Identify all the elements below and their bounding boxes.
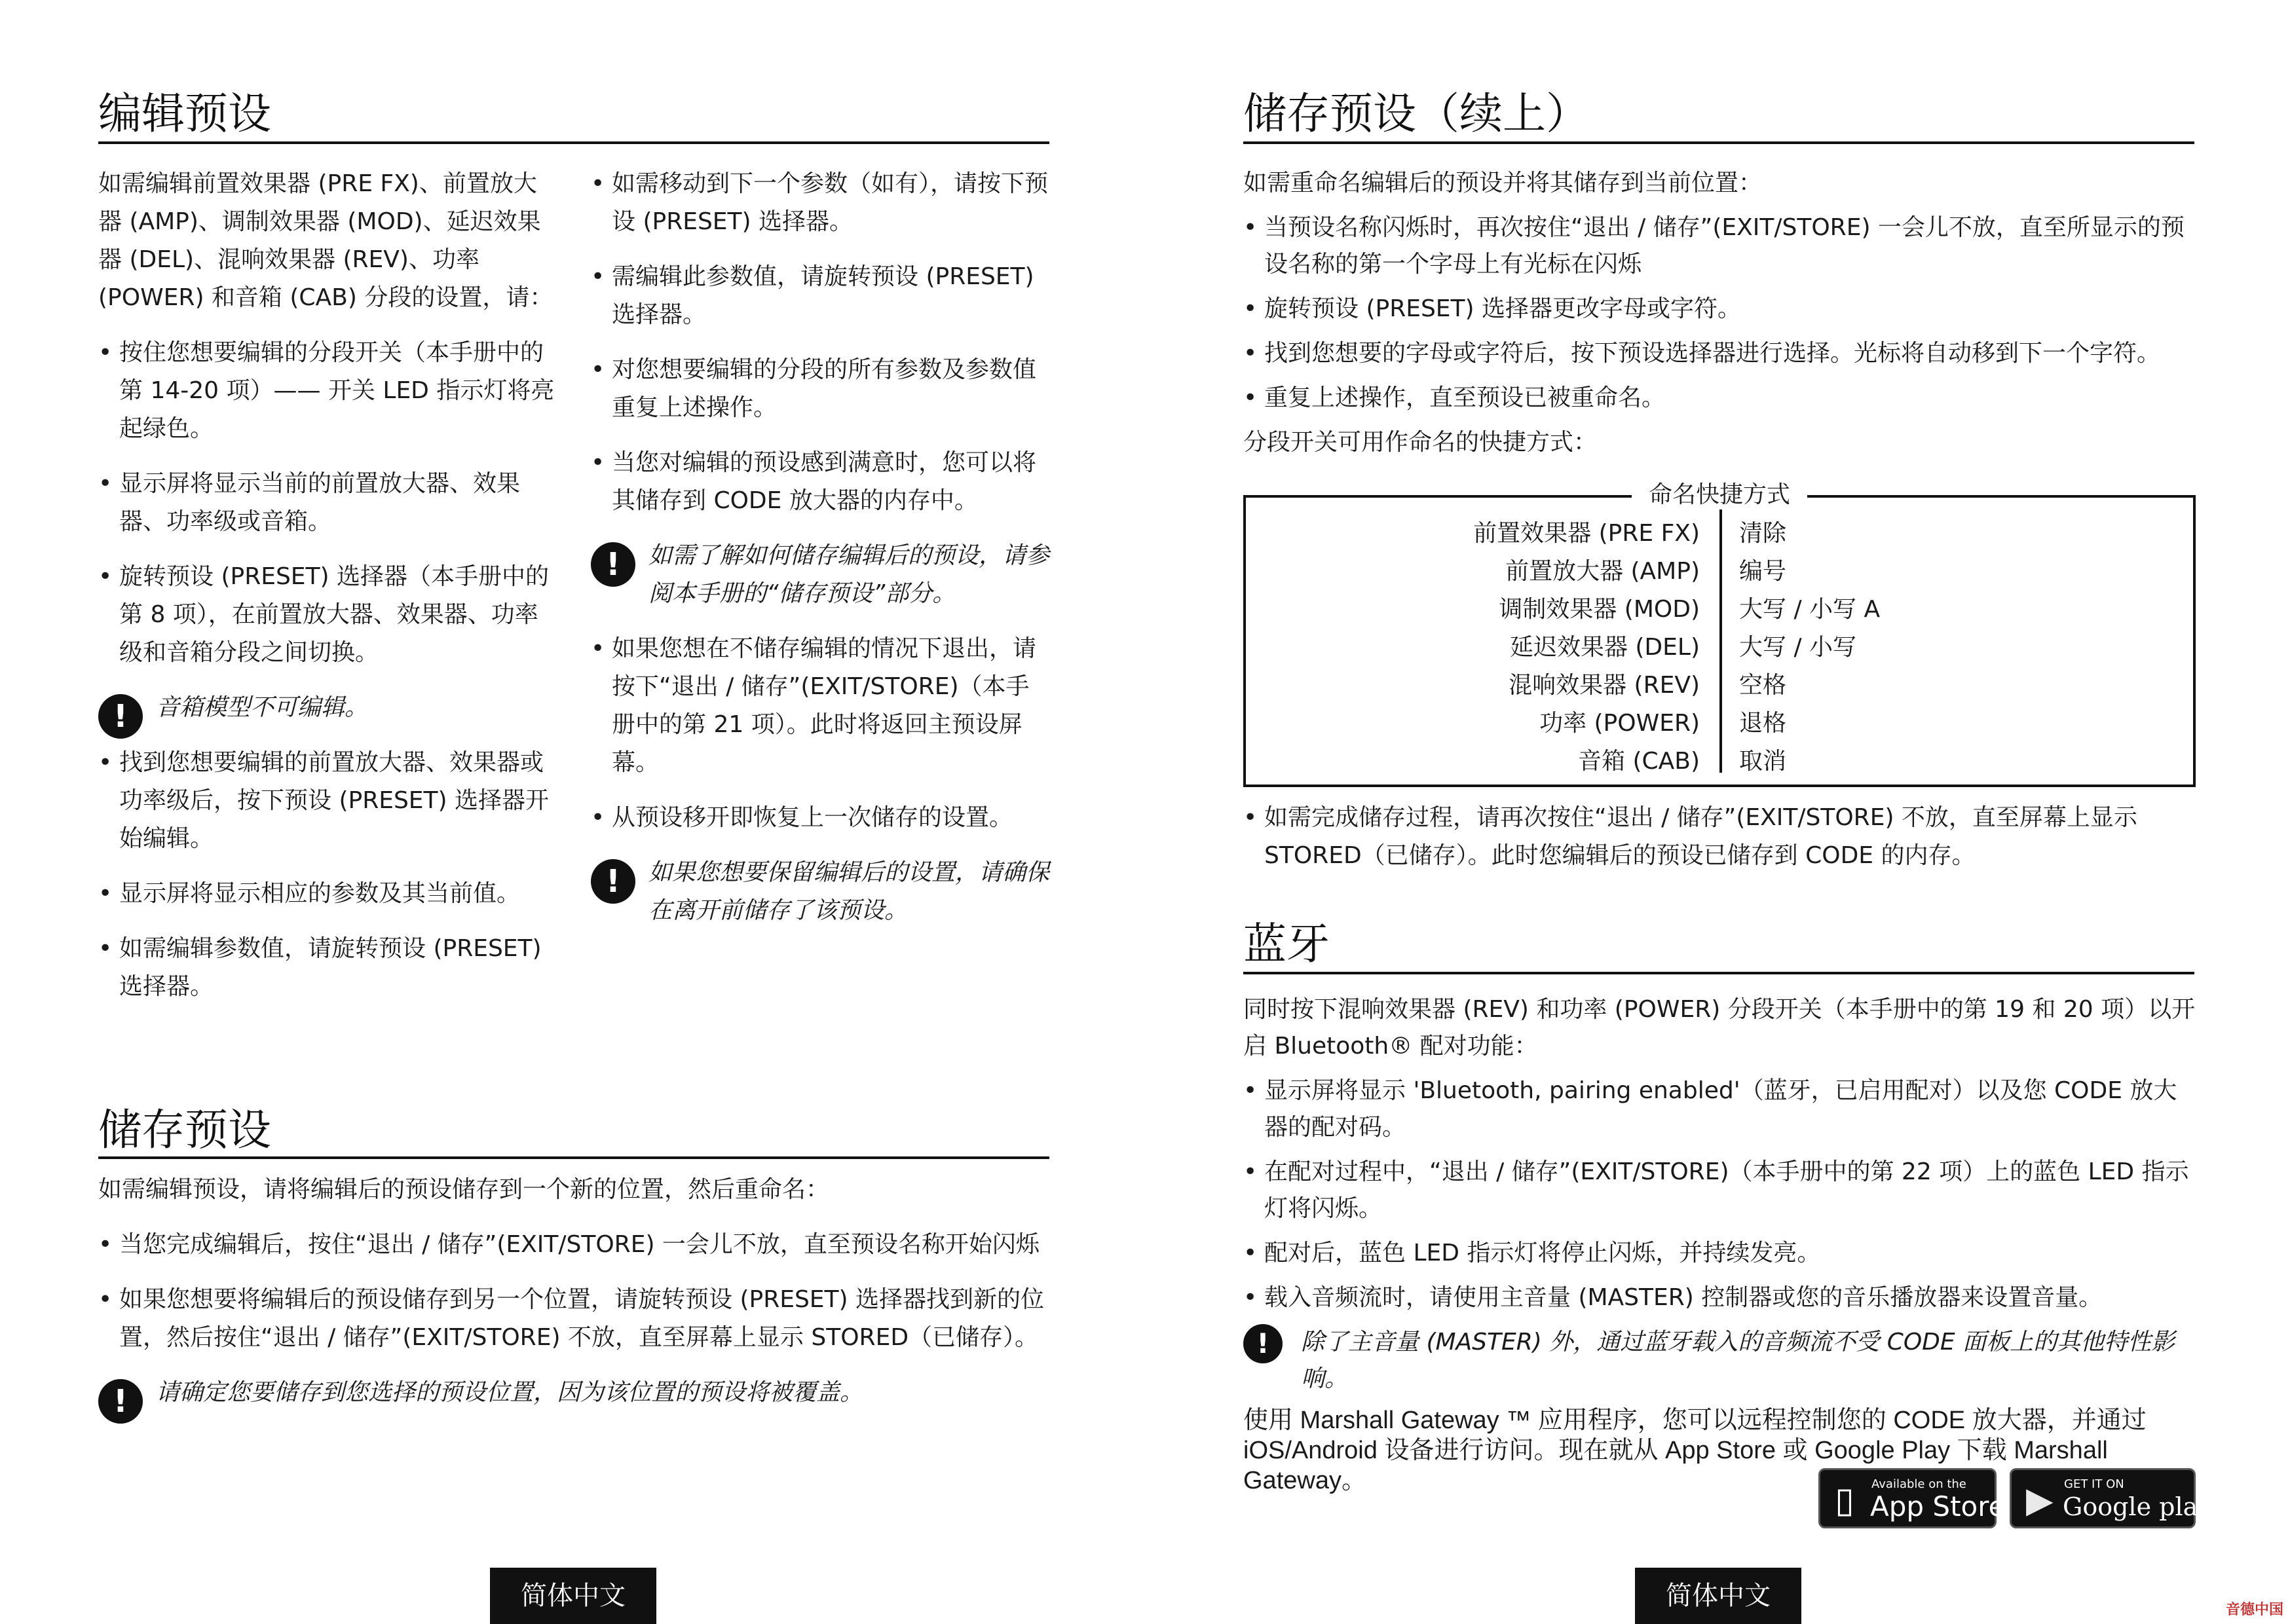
shortcut-segment: 延迟效果器 (DEL) <box>1509 634 1700 661</box>
shortcut-row <box>1246 629 2193 667</box>
title-rule <box>1243 972 2194 974</box>
shortcut-segment: 功率 (POWER) <box>1539 710 1700 737</box>
bullet-text: 显示屏将显示相应的参数及其当前值。 <box>119 880 521 907</box>
bullet-item <box>1243 210 2200 283</box>
bullet-item <box>1243 380 2200 416</box>
bullet-text: 载入音频流时，请使用主音量 (MASTER) 控制器或您的音乐播放器来设置音量。 <box>1264 1284 2103 1311</box>
bullet-dot: • <box>591 263 605 290</box>
shortcut-function: 清除 <box>1739 520 1787 547</box>
watermark-logo: 音德中国 <box>2225 1602 2283 1618</box>
store-presets-column <box>98 1171 1055 1429</box>
shortcut-row <box>1246 667 2193 705</box>
shortcut-table-title: 命名快捷方式 <box>1632 478 1807 512</box>
store-cont-column <box>1243 165 2200 461</box>
bullet-text: 找到您想要的字母或字符后，按下预设选择器进行选择。光标将自动移到下一个字符。 <box>1264 340 2161 367</box>
shortcut-function: 退格 <box>1739 710 1787 737</box>
bullet-text: 显示屏将显示 'Bluetooth, pairing enabled'（蓝牙，已启用配对）以及您 CODE 放大器的配对码。 <box>1264 1077 2177 1141</box>
shortcut-segment: 调制效果器 (MOD) <box>1499 596 1700 623</box>
bullet-dot: • <box>1243 384 1258 411</box>
language-footer: 简体中文 <box>490 1568 656 1624</box>
bluetooth-list <box>1243 1073 2200 1397</box>
store-cont-list <box>1243 210 2200 416</box>
shortcut-segment: 混响效果器 (REV) <box>1509 672 1700 699</box>
store-final-text: 如需完成储存过程，请再次按住“退出 / 储存”(EXIT/STORE) 不放，直至屏幕上显示 STORED（已储存）。此时您编辑后的预设已储存到 CODE 的内存。 <box>1264 804 2137 869</box>
bullet-dot: • <box>1243 340 1258 367</box>
shortcut-segment: 前置放大器 (AMP) <box>1505 558 1700 585</box>
shortcut-function: 大写 / 小写 A <box>1739 596 1881 623</box>
bullet-item <box>98 558 558 672</box>
note-item <box>1243 1324 2200 1397</box>
bullet-text: 如果您想要将编辑后的预设储存到另一个位置，请旋转预设 (PRESET) 选择器找到新的位置，然后按住“退出 / 储存”(EXIT/STORE) 不放，直至屏幕上显示 STORED（已储存）。 <box>119 1286 1045 1351</box>
shortcut-function: 编号 <box>1739 558 1787 585</box>
play-triangle-icon: ▶ <box>2026 1479 2054 1521</box>
note-item <box>591 537 1051 613</box>
exclamation-circle-icon: ! <box>98 1379 143 1424</box>
bullet-dot: • <box>98 1231 113 1258</box>
right-page <box>1145 0 2290 1624</box>
store-presets-title: 储存预设 <box>98 1105 271 1155</box>
shortcut-intro: 分段开关可用作命名的快捷方式： <box>1243 429 1598 456</box>
bullet-text: 配对后，蓝色 LED 指示灯将停止闪烁，并持续发亮。 <box>1264 1240 1821 1266</box>
bullet-text: 旋转预设 (PRESET) 选择器更改字母或字符。 <box>1264 295 1742 322</box>
bullet-item <box>98 1226 1055 1264</box>
app-store-big-text: App Store <box>1870 1490 2006 1522</box>
store-cont-title: 储存预设（续上） <box>1243 88 1589 139</box>
bullet-item <box>591 799 1051 837</box>
exclamation-circle-icon: ! <box>98 694 143 739</box>
bullet-text: 找到您想要编辑的前置放大器、效果器或功率级后，按下预设 (PRESET) 选择器开始编辑。 <box>119 749 550 852</box>
bullet-dot: • <box>1243 295 1258 322</box>
bluetooth-intro: 同时按下混响效果器 (REV) 和功率 (POWER) 分段开关（本手册中的第 19 和 20 项）以开启 Bluetooth® 配对功能： <box>1243 996 2196 1060</box>
bullet-dot: • <box>591 356 605 383</box>
bullet-item <box>98 744 558 858</box>
bullet-text: 显示屏将显示当前的前置放大器、效果器、功率级或音箱。 <box>119 470 521 535</box>
bullet-dot: • <box>1243 1077 1258 1104</box>
bullet-item <box>1243 335 2200 372</box>
bluetooth-title: 蓝牙 <box>1243 919 1330 969</box>
note-text: 如果您想要保留编辑后的设置，请确保在离开前储存了该预设。 <box>648 859 1050 924</box>
shortcut-row <box>1246 553 2193 591</box>
title-rule <box>1243 141 2194 144</box>
bullet-dot: • <box>591 170 605 197</box>
bullet-dot: • <box>98 563 113 590</box>
apple-logo-icon: ▯ <box>1835 1479 1854 1521</box>
bullet-dot: • <box>591 635 605 662</box>
shortcut-function: 空格 <box>1739 672 1787 699</box>
edit-presets-left-column <box>98 165 558 1023</box>
edit-right-list <box>591 165 1051 930</box>
bullet-item <box>98 465 558 541</box>
google-play-big-text: Google play <box>2063 1492 2212 1521</box>
bullet-item <box>98 875 558 913</box>
shortcut-function: 取消 <box>1739 748 1787 775</box>
exclamation-circle-icon: ! <box>591 542 635 587</box>
bullet-dot: • <box>98 1286 113 1313</box>
edit-presets-intro: 如需编辑前置效果器 (PRE FX)、前置放大器 (AMP)、调制效果器 (MOD)、延迟效果器 (DEL)、混响效果器 (REV)、功率 (POWER) 和音箱 (CAB) 分段的设置，请： <box>98 170 554 311</box>
app-store-badge[interactable] <box>1818 1468 2006 1528</box>
bullet-item <box>1243 1280 2200 1316</box>
edit-presets-title: 编辑预设 <box>98 88 271 139</box>
bullet-dot: • <box>1243 1240 1258 1266</box>
bullet-dot: • <box>591 804 605 831</box>
bullet-dot: • <box>98 880 113 907</box>
shortcut-row <box>1246 705 2193 743</box>
bullet-dot: • <box>98 749 113 776</box>
language-footer: 简体中文 <box>1635 1568 1801 1624</box>
edit-left-list <box>98 334 558 1006</box>
bullet-dot: • <box>1243 1284 1258 1311</box>
shortcut-row <box>1246 743 2193 781</box>
bullet-dot: • <box>98 470 113 497</box>
exclamation-circle-icon: ! <box>1243 1324 1283 1363</box>
title-rule <box>98 1156 1049 1159</box>
bullet-item <box>98 334 558 448</box>
gateway-text: 使用 Marshall Gateway ™ 应用程序，您可以远程控制您的 CODE 放大器，并通过 iOS/Android 设备进行访问。现在就从 App Store 或 Google Play 下载 Marshall Gateway。 <box>1243 1407 2147 1494</box>
store-final-bullet: • 如需完成储存过程，请再次按住“退出 / 储存”(EXIT/STORE) 不放，直至屏幕上显示 STORED（已储存）。此时您编辑后的预设已储存到 CODE 的内存。 <box>1243 804 2137 869</box>
google-play-badge[interactable] <box>2010 1468 2212 1528</box>
bullet-text: 如需移动到下一个参数（如有），请按下预设 (PRESET) 选择器。 <box>612 170 1049 235</box>
store-list <box>98 1226 1055 1420</box>
store-presets-intro: 如需编辑预设，请将编辑后的预设储存到一个新的位置，然后重命名： <box>98 1176 830 1203</box>
shortcut-row <box>1246 591 2193 629</box>
app-store-small-text: Available on the <box>1871 1477 1966 1491</box>
note-text: 除了主音量 (MASTER) 外，通过蓝牙载入的音频流不受 CODE 面板上的其他特性影响。 <box>1301 1329 2175 1392</box>
bullet-dot: • <box>1243 1158 1258 1185</box>
bullet-dot: • <box>98 339 113 366</box>
bullet-text: 如果您想在不储存编辑的情况下退出，请按下“退出 / 储存”(EXIT/STORE)（本手册中的第 21 项）。此时将返回主预设屏幕。 <box>612 635 1037 776</box>
bullet-text: 当预设名称闪烁时，再次按住“退出 / 储存”(EXIT/STORE) 一会儿不放，直至所显示的预设名称的第一个字母上有光标在闪烁 <box>1264 214 2185 278</box>
bullet-text: 按住您想要编辑的分段开关（本手册中的第 14-20 项）—— 开关 LED 指示灯将亮起绿色。 <box>119 339 555 442</box>
note-text: 如需了解如何储存编辑后的预设，请参阅本手册的“储存预设”部分。 <box>648 542 1050 607</box>
bullet-text: 重复上述操作，直至预设已被重命名。 <box>1264 384 1666 411</box>
bullet-dot: • <box>1243 214 1258 241</box>
bullet-item <box>1243 1154 2200 1227</box>
store-cont-intro: 如需重命名编辑后的预设并将其储存到当前位置： <box>1243 170 1763 196</box>
exclamation-circle-icon: ! <box>591 859 635 904</box>
shortcut-segment: 音箱 (CAB) <box>1578 748 1700 775</box>
bullet-item <box>591 258 1051 334</box>
bullet-text: 当您完成编辑后，按住“退出 / 储存”(EXIT/STORE) 一会儿不放，直至预设名称开始闪烁 <box>119 1231 1040 1258</box>
bullet-text: 从预设移开即恢复上一次储存的设置。 <box>612 804 1013 831</box>
bullet-item <box>591 630 1051 782</box>
bullet-item <box>98 930 558 1006</box>
shortcut-row <box>1246 515 2193 553</box>
title-rule <box>98 141 1049 144</box>
bullet-item <box>1243 1073 2200 1146</box>
note-item <box>98 689 558 735</box>
bullet-item <box>1243 1235 2200 1272</box>
bullet-text: 对您想要编辑的分段的所有参数及参数值重复上述操作。 <box>612 356 1037 421</box>
bullet-dot: • <box>98 935 113 962</box>
shortcut-function: 大写 / 小写 <box>1739 634 1857 661</box>
note-item <box>591 854 1051 930</box>
bullet-text: 当您对编辑的预设感到满意时，您可以将其储存到 CODE 放大器的内存中。 <box>612 449 1037 514</box>
bluetooth-column <box>1243 991 2200 1496</box>
bullet-item <box>591 351 1051 427</box>
note-text: 音箱模型不可编辑。 <box>156 694 369 721</box>
bullet-item <box>591 165 1051 241</box>
naming-shortcuts-table <box>1243 481 2196 787</box>
edit-presets-right-column <box>591 165 1051 947</box>
bullet-text: 在配对过程中，“退出 / 储存”(EXIT/STORE)（本手册中的第 22 项）上的蓝色 LED 指示灯将闪烁。 <box>1264 1158 2189 1222</box>
note-text: 请确定您要储存到您选择的预设位置，因为该位置的预设将被覆盖。 <box>156 1379 864 1406</box>
bullet-text: 如需编辑参数值，请旋转预设 (PRESET) 选择器。 <box>119 935 542 1000</box>
store-final-column <box>1243 799 2200 892</box>
bullet-text: 旋转预设 (PRESET) 选择器（本手册中的第 8 项），在前置放大器、效果器、功率级和音箱分段之间切换。 <box>119 563 550 666</box>
bullet-text: 需编辑此参数值，请旋转预设 (PRESET) 选择器。 <box>612 263 1034 328</box>
google-play-small-text: GET IT ON <box>2064 1477 2124 1491</box>
bullet-item <box>1243 291 2200 327</box>
bullet-dot: • <box>591 449 605 476</box>
note-item <box>98 1374 1055 1420</box>
bullet-item <box>98 1281 1055 1357</box>
shortcut-segment: 前置效果器 (PRE FX) <box>1473 520 1700 547</box>
bullet-item <box>591 444 1051 520</box>
